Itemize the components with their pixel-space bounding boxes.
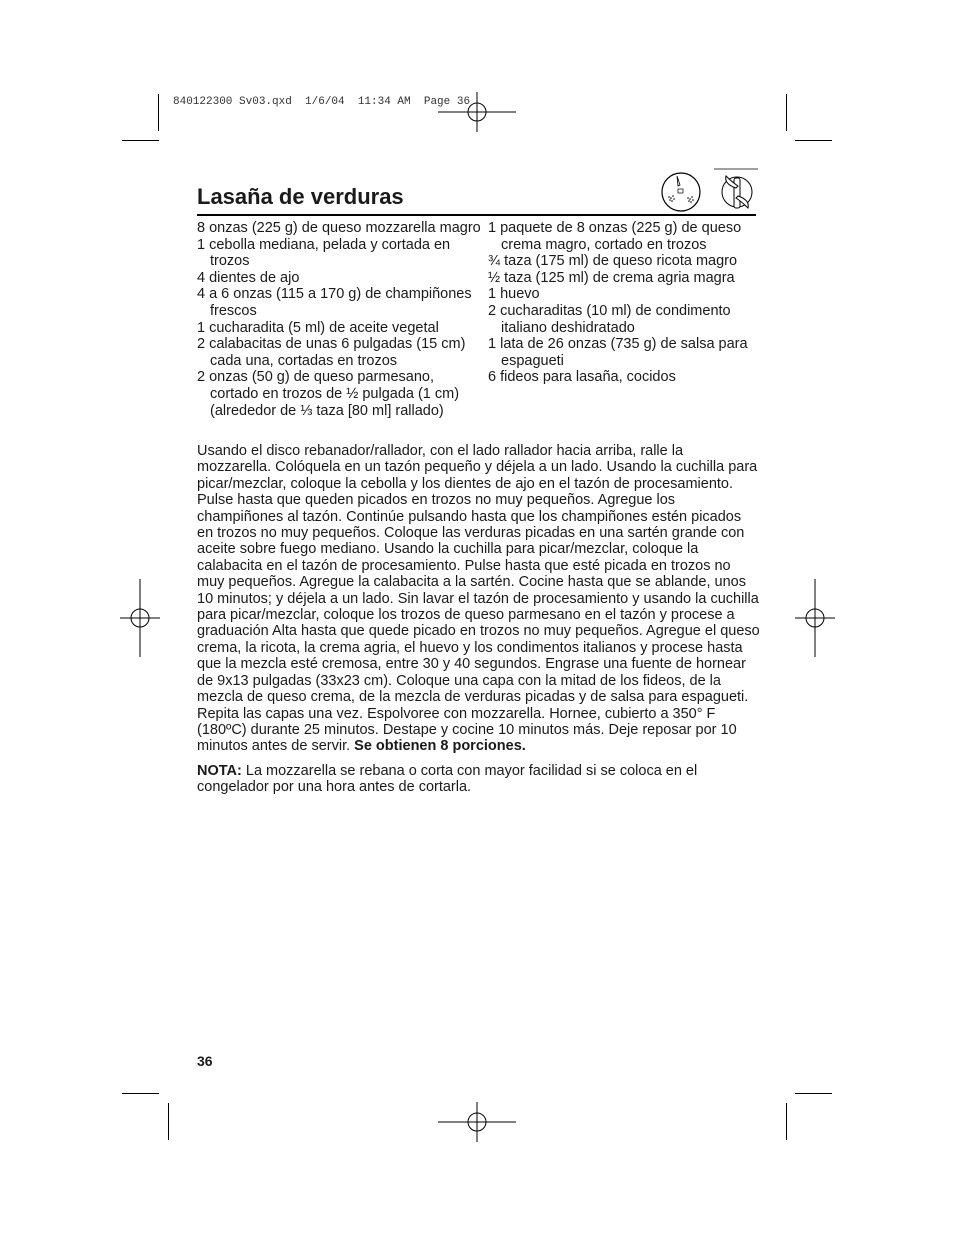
chopping-blade-icon: [722, 176, 752, 208]
crop-mark: [122, 1093, 159, 1094]
crop-mark: [795, 1093, 832, 1094]
ingredients-left: [197, 220, 482, 419]
page-number: 36: [197, 1053, 213, 1069]
registration-mark-icon: [438, 1102, 516, 1142]
slicing-disc-icon: [662, 173, 700, 211]
ingredient-item: 4 dientes de ajo: [197, 269, 300, 286]
crop-mark: [795, 140, 832, 141]
ingredient-item: 2 calabacitas de unas 6 pulgadas (15 cm) cada una, cortadas en trozos: [197, 336, 466, 369]
ingredient-item: 1 lata de 26 onzas (735 g) de salsa para espagueti: [488, 336, 748, 369]
crop-mark: [786, 1103, 787, 1140]
method-paragraph: [197, 443, 760, 755]
crop-mark: [786, 94, 787, 131]
title-divider: [197, 214, 756, 216]
recipe-title: Lasaña de verduras: [197, 184, 404, 209]
crop-mark: [122, 140, 159, 141]
print-slug: 840122300 Sv03.qxd 1/6/04 11:34 AM Page 36: [173, 96, 471, 108]
note-label: NOTA:: [197, 763, 242, 779]
method-text: Usando el disco rebanador/rallador, con el lado rallador hacia arriba, ralle la mozzarella. Colóquela en un tazón pequeño y déjela a un lado. Usando la cuchilla para picar/mezclar, coloque la cebolla y los dientes de ajo en el tazón de procesamiento. Pulse hasta que queden picados en trozos no muy pequeños. Agregue los champiñones al tazón. Continúe pulsando hasta que los champiñones estén picados en trozos no muy pequeños. Coloque las verduras picadas en una sartén grande con aceite sobre fuego mediano. Usando la cuchilla para picar/mezclar, coloque la calabacita en el tazón de procesamiento. Pulse hasta que esté picada en trozos no muy pequeños. Agregue la calabacita a la sartén. Cocine hasta que se ablande, unos 10 minutos; y déjela a un lado. Sin lavar el tazón de procesamiento y usando la cuchilla para picar/mezclar, coloque los trozos de queso parmesano en el tazón y procese a graduación Alta hasta que quede picado en trozos no muy pequeños. Agregue el queso crema, la ricota, la crema agria, el huevo y los condimentos italianos y procese hasta que la mezcla esté cremosa, entre 30 y 40 segundos. Engrase una fuente de hornear de 9x13 pulgadas (33x23 cm). Coloque una capa con la mitad de los fideos, de la mezcla de queso crema, de la mezcla de verduras picadas y de salsa para espagueti. Repita las capas una vez. Espolvoree con mozzarella. Hornee, cubierto a 350° F (180ºC) durante 25 minutos. Destape y cocine 10 minutos más. Deje reposar por 10 minutos antes de servir.: [197, 443, 760, 755]
ingredients-right: [488, 220, 763, 386]
ingredient-item: 1 paquete de 8 onzas (225 g) de queso crema magro, cortado en trozos: [488, 220, 742, 253]
ingredient-item: ½ taza (125 ml) de crema agria magra: [488, 269, 735, 286]
accessory-icons: [660, 168, 760, 214]
ingredient-item: ¾ taza (175 ml) de queso ricota magro: [488, 253, 738, 270]
ingredient-item: 1 huevo: [488, 286, 540, 303]
servings: Se obtienen 8 porciones.: [354, 738, 526, 755]
note-paragraph: [197, 763, 760, 796]
crop-mark: [158, 94, 159, 131]
ingredient-item: 2 onzas (50 g) de queso parmesano, cortado en trozos de ½ pulgada (1 cm) (alrededor de ⅓ taza [80 ml] rallado): [197, 369, 460, 419]
note-text: La mozzarella se rebana o corta con mayor facilidad si se coloca en el congelador por una hora antes de cortarla.: [197, 763, 698, 796]
ingredient-item: 1 cucharadita (5 ml) de aceite vegetal: [197, 319, 439, 336]
ingredient-item: 4 a 6 onzas (115 a 170 g) de champiñones frescos: [197, 286, 472, 319]
ingredient-item: 1 cebolla mediana, pelada y cortada en trozos: [197, 236, 451, 270]
registration-mark-icon: [120, 579, 160, 657]
registration-mark-icon: [795, 579, 835, 657]
ingredient-item: 6 fideos para lasaña, cocidos: [488, 369, 676, 386]
crop-mark: [168, 1103, 169, 1140]
ingredient-item: 2 cucharaditas (10 ml) de condimento italiano deshidratado: [488, 302, 731, 336]
registration-mark-icon: [438, 92, 516, 132]
ingredient-item: 8 onzas (225 g) de queso mozzarella magro: [197, 220, 481, 236]
